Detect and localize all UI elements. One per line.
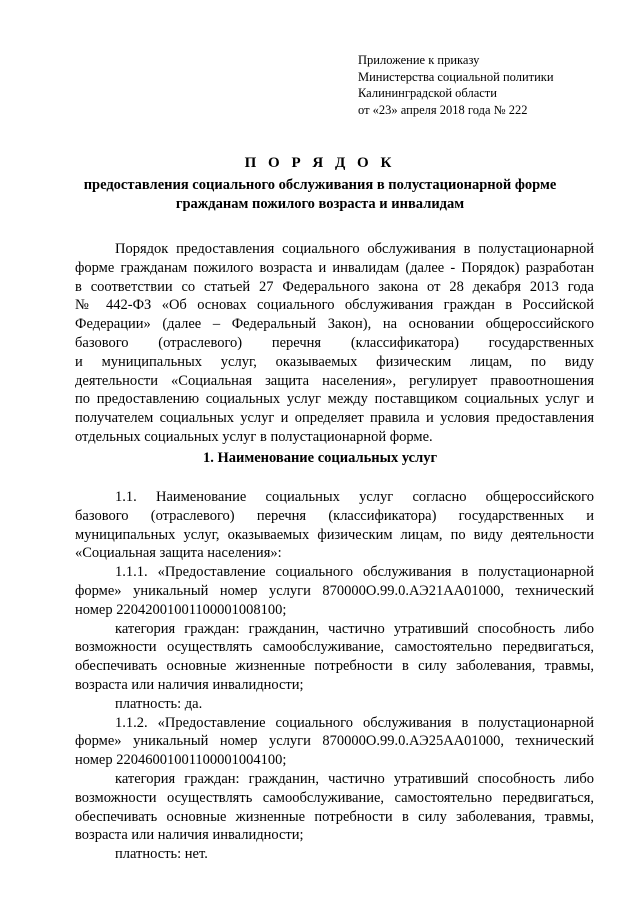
text-line: возраста или наличия инвалидности; xyxy=(75,676,304,693)
annex-block xyxy=(358,52,554,118)
text-line: Федерации» (далее – Федеральный Закон), на основании общероссийского xyxy=(75,316,594,333)
text-line: категория граждан: гражданин, частично утративший способность либо xyxy=(115,620,594,637)
text-line: форме гражданам пожилого возраста и инвалидам (далее - Порядок) разработан xyxy=(75,259,594,276)
subtitle-line: предоставления социального обслуживания в полустационарной форме xyxy=(83,177,557,193)
text-line: 1.1.1. «Предоставление социального обслуживания в полустационарной xyxy=(115,564,594,581)
annex-line: от «23» апреля 2018 года № 222 xyxy=(358,102,528,117)
text-line: и муниципальных услуг, оказываемых физическим лицам, по виду xyxy=(75,353,594,370)
text-line: базового (отраслевого) перечня (классификатора) государственных и xyxy=(75,507,594,524)
text-line: базового (отраслевого) перечня (классификатора) государственных xyxy=(75,334,594,351)
text-line: в соответствии со статьей 27 Федерального закона от 28 декабря 2013 года xyxy=(75,278,594,295)
text-line: № 442-ФЗ «Об основах социального обслуживания граждан в Российской xyxy=(75,297,594,314)
text-line: возможности осуществлять самообслуживание, самостоятельно передвигаться, xyxy=(75,789,594,806)
text-line: категория граждан: гражданин, частично утративший способность либо xyxy=(115,770,594,787)
text-line: отдельных социальных услуг в полустационарной форме. xyxy=(75,428,433,445)
text-line: «Социальная защита населения»: xyxy=(75,545,282,562)
document-subtitle xyxy=(0,176,640,213)
text-line: номер 22046001001100001004100; xyxy=(75,752,287,769)
annex-line: Приложение к приказу xyxy=(358,53,480,67)
text-line: 1.1.2. «Предоставление социального обслуживания в полустационарной xyxy=(115,714,594,731)
annex-line: Калининградской области xyxy=(358,86,497,100)
subtitle-line: гражданам пожилого возраста и инвалидам xyxy=(175,195,465,212)
text-line: платность: да. xyxy=(115,695,203,712)
text-line: форме» уникальный номер услуги 870000О.99.0.АЭ21АА01000, технический xyxy=(75,582,594,599)
text-line: деятельности «Социальная защита населения», регулирует правоотношения xyxy=(75,372,594,389)
text-line: обеспечивать основные жизненные потребности в силу заболевания, травмы, xyxy=(75,808,594,825)
document-title: П О Р Я Д О К xyxy=(244,155,396,171)
text-line: по предоставлению социальных услуг между поставщиком социальных услуг и xyxy=(75,391,594,408)
text-line: получателем социальных услуг и определяет правила и условия предоставления xyxy=(75,410,594,427)
annex-line: Министерства социальной политики xyxy=(358,69,554,84)
text-line: возможности осуществлять самообслуживание, самостоятельно передвигаться, xyxy=(75,639,594,656)
text-line: 1.1. Наименование социальных услуг согласно общероссийского xyxy=(115,489,594,505)
text-line: обеспечивать основные жизненные потребности в силу заболевания, травмы, xyxy=(75,658,594,675)
intro-paragraph xyxy=(75,240,594,447)
text-line: Порядок предоставления социального обслуживания в полустационарной xyxy=(115,241,594,257)
text-line: форме» уникальный номер услуги 870000О.99.0.АЭ25АА01000, технический xyxy=(75,733,594,750)
text-line: возраста или наличия инвалидности; xyxy=(75,827,304,844)
section-body xyxy=(75,488,594,864)
text-line: номер 22042001001100001008100; xyxy=(75,601,287,618)
text-line: платность: нет. xyxy=(115,846,208,863)
text-line: муниципальных услуг, оказываемых физическим лицам, по виду деятельности xyxy=(75,526,594,543)
section-heading: 1. Наименование социальных услуг xyxy=(202,450,438,466)
